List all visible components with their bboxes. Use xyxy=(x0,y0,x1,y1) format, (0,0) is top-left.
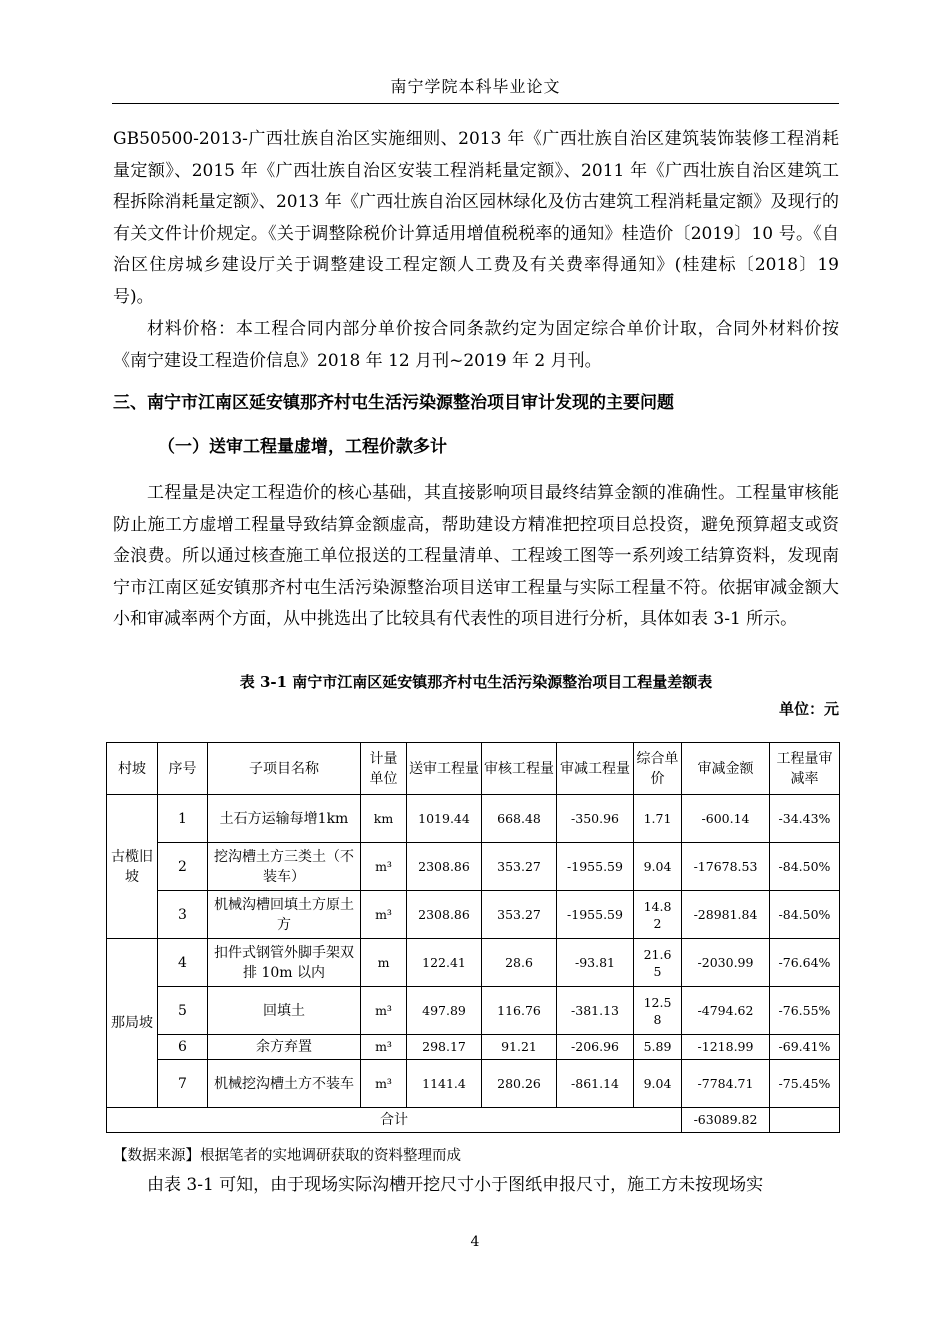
cell-unit-price: 1.71 xyxy=(634,795,682,843)
cell-submitted-qty: 2308.86 xyxy=(407,891,482,939)
column-header: 审核工程量 xyxy=(482,743,557,795)
cell-reduced-qty: -206.96 xyxy=(557,1035,634,1060)
paragraph-quantity-review: 工程量是决定工程造价的核心基础，其直接影响项目最终结算金额的准确性。工程量审核能防止施工方虚增工程量导致结算金额虚高，帮助建设方精准把控项目总投资，避免预算超支或资金浪费。所以通过核查施工单位报送的工程量清单、工程竣工图等一系列竣工结算资料，发现南宁市江南区延安镇那齐村屯生活污染源整治项目送审工程量与实际工程量不符。依据审减金额大小和审减率两个方面，从中挑选出了比较具有代表性的项目进行分析，具体如表 3-1 所示。 xyxy=(113,483,839,629)
column-header: 送审工程量 xyxy=(407,743,482,795)
cell-reduction-rate: -75.45% xyxy=(770,1060,840,1108)
cell-seq: 6 xyxy=(158,1035,208,1060)
cell-seq: 4 xyxy=(158,939,208,987)
cell-reduced-qty: -1955.59 xyxy=(557,843,634,891)
cell-submitted-qty: 2308.86 xyxy=(407,843,482,891)
cell-item-name: 机械挖沟槽土方不装车 xyxy=(208,1060,361,1108)
village-group-cell: 那局坡 xyxy=(107,939,158,1108)
table-row xyxy=(107,843,840,891)
cell-audited-qty: 280.26 xyxy=(482,1060,557,1108)
cell-unit: m³ xyxy=(361,1035,407,1060)
cell-seq: 2 xyxy=(158,843,208,891)
column-header: 审减金额 xyxy=(682,743,770,795)
header-rule xyxy=(112,103,839,104)
page-number: 4 xyxy=(470,1234,480,1250)
cell-unit-price: 21.65 xyxy=(634,939,682,987)
cell-unit: m³ xyxy=(361,987,407,1035)
cell-item-name: 土石方运输每增1km xyxy=(208,795,361,843)
cell-reduced-amount: -7784.71 xyxy=(682,1060,770,1108)
cell-reduced-amount: -600.14 xyxy=(682,795,770,843)
cell-submitted-qty: 1019.44 xyxy=(407,795,482,843)
paragraph-analysis: 由表 3-1 可知，由于现场实际沟槽开挖尺寸小于图纸申报尺寸，施工方未按现场实 xyxy=(147,1175,764,1195)
column-header: 审减工程量 xyxy=(557,743,634,795)
cell-unit-price: 14.82 xyxy=(634,891,682,939)
table-total-row xyxy=(107,1108,840,1133)
cell-item-name: 余方弃置 xyxy=(208,1035,361,1060)
cell-reduction-rate: -69.41% xyxy=(770,1035,840,1060)
cell-reduced-qty: -350.96 xyxy=(557,795,634,843)
cell-audited-qty: 668.48 xyxy=(482,795,557,843)
cell-unit-price: 12.58 xyxy=(634,987,682,1035)
cell-submitted-qty: 298.17 xyxy=(407,1035,482,1060)
cell-audited-qty: 91.21 xyxy=(482,1035,557,1060)
table-row xyxy=(107,1060,840,1108)
cell-reduced-amount: -17678.53 xyxy=(682,843,770,891)
cell-reduction-rate: -76.64% xyxy=(770,939,840,987)
cell-reduced-amount: -28981.84 xyxy=(682,891,770,939)
cell-item-name: 回填土 xyxy=(208,987,361,1035)
cell-audited-qty: 116.76 xyxy=(482,987,557,1035)
cell-item-name: 机械沟槽回填土方原土方 xyxy=(208,891,361,939)
cell-seq: 3 xyxy=(158,891,208,939)
column-header: 综合单价 xyxy=(634,743,682,795)
cell-seq: 7 xyxy=(158,1060,208,1108)
cell-unit-price: 9.04 xyxy=(634,843,682,891)
table-header-row xyxy=(107,743,840,795)
cell-item-name: 挖沟槽土方三类土（不装车） xyxy=(208,843,361,891)
cell-seq: 5 xyxy=(158,987,208,1035)
table-row xyxy=(107,795,840,843)
total-empty-cell xyxy=(770,1108,840,1133)
cell-unit: m³ xyxy=(361,891,407,939)
cell-unit: m³ xyxy=(361,843,407,891)
column-header: 工程量审减率 xyxy=(770,743,840,795)
cell-reduced-amount: -1218.99 xyxy=(682,1035,770,1060)
total-label: 合计 xyxy=(107,1108,682,1133)
cell-seq: 1 xyxy=(158,795,208,843)
cell-reduced-amount: -2030.99 xyxy=(682,939,770,987)
table-row xyxy=(107,1035,840,1060)
cell-submitted-qty: 497.89 xyxy=(407,987,482,1035)
column-header: 序号 xyxy=(158,743,208,795)
cell-unit-price: 5.89 xyxy=(634,1035,682,1060)
cell-reduction-rate: -34.43% xyxy=(770,795,840,843)
paragraph-material-price: 材料价格：本工程合同内部分单价按合同条款约定为固定综合单价计取，合同外材料价按《南宁建设工程造价信息》2018 年 12 月刊~2019 年 2 月刊。 xyxy=(113,319,839,371)
running-header: 南宁学院本科毕业论文 xyxy=(390,77,561,96)
cell-reduction-rate: -84.50% xyxy=(770,891,840,939)
cell-reduced-qty: -93.81 xyxy=(557,939,634,987)
cell-unit: m xyxy=(361,939,407,987)
cell-reduced-amount: -4794.62 xyxy=(682,987,770,1035)
cell-reduced-qty: -861.14 xyxy=(557,1060,634,1108)
column-header: 村坡 xyxy=(107,743,158,795)
cell-audited-qty: 353.27 xyxy=(482,891,557,939)
cell-reduced-qty: -1955.59 xyxy=(557,891,634,939)
cell-submitted-qty: 1141.4 xyxy=(407,1060,482,1108)
table-row xyxy=(107,891,840,939)
column-header: 子项目名称 xyxy=(208,743,361,795)
cell-audited-qty: 353.27 xyxy=(482,843,557,891)
cell-unit: km xyxy=(361,795,407,843)
cell-unit: m³ xyxy=(361,1060,407,1108)
cell-submitted-qty: 122.41 xyxy=(407,939,482,987)
cell-reduced-qty: -381.13 xyxy=(557,987,634,1035)
cell-audited-qty: 28.6 xyxy=(482,939,557,987)
table-row xyxy=(107,939,840,987)
cell-reduction-rate: -84.50% xyxy=(770,843,840,891)
table-row xyxy=(107,987,840,1035)
village-group-cell: 古榄旧坡 xyxy=(107,795,158,939)
column-header: 计量单位 xyxy=(361,743,407,795)
table-caption: 表 3-1 南宁市江南区延安镇那齐村屯生活污染源整治项目工程量差额表 xyxy=(239,673,713,691)
cell-reduction-rate: -76.55% xyxy=(770,987,840,1035)
subsection-heading: （一）送审工程量虚增，工程价款多计 xyxy=(158,437,447,457)
paragraph-regulations: GB50500-2013-广西壮族自治区实施细则、2013 年《广西壮族自治区建筑装饰装修工程消耗量定额》、2015 年《广西壮族自治区安装工程消耗量定额》、2011 年《广西壮族自治区建筑工程拆除消耗量定额》、2013 年《广西壮族自治区园林绿化及仿古建筑工程消耗量定额》及现行的有关文件计价规定。《关于调整除税价计算适用增值税税率的通知》桂造价〔2019〕10 号。《自治区住房城乡建设厅关于调整建设工程定额人工费及有关费率得通知》(桂建标〔2018〕19 号)。 xyxy=(113,129,839,307)
data-source-note: 【数据来源】根据笔者的实地调研获取的资料整理而成 xyxy=(113,1148,461,1164)
cell-item-name: 扣件式钢管外脚手架双排 10m 以内 xyxy=(208,939,361,987)
section-heading: 三、南宁市江南区延安镇那齐村屯生活污染源整治项目审计发现的主要问题 xyxy=(113,393,674,413)
table-unit: 单位：元 xyxy=(778,700,839,718)
total-value: -63089.82 xyxy=(682,1108,770,1133)
quantity-difference-table xyxy=(106,742,840,1133)
cell-unit-price: 9.04 xyxy=(634,1060,682,1108)
